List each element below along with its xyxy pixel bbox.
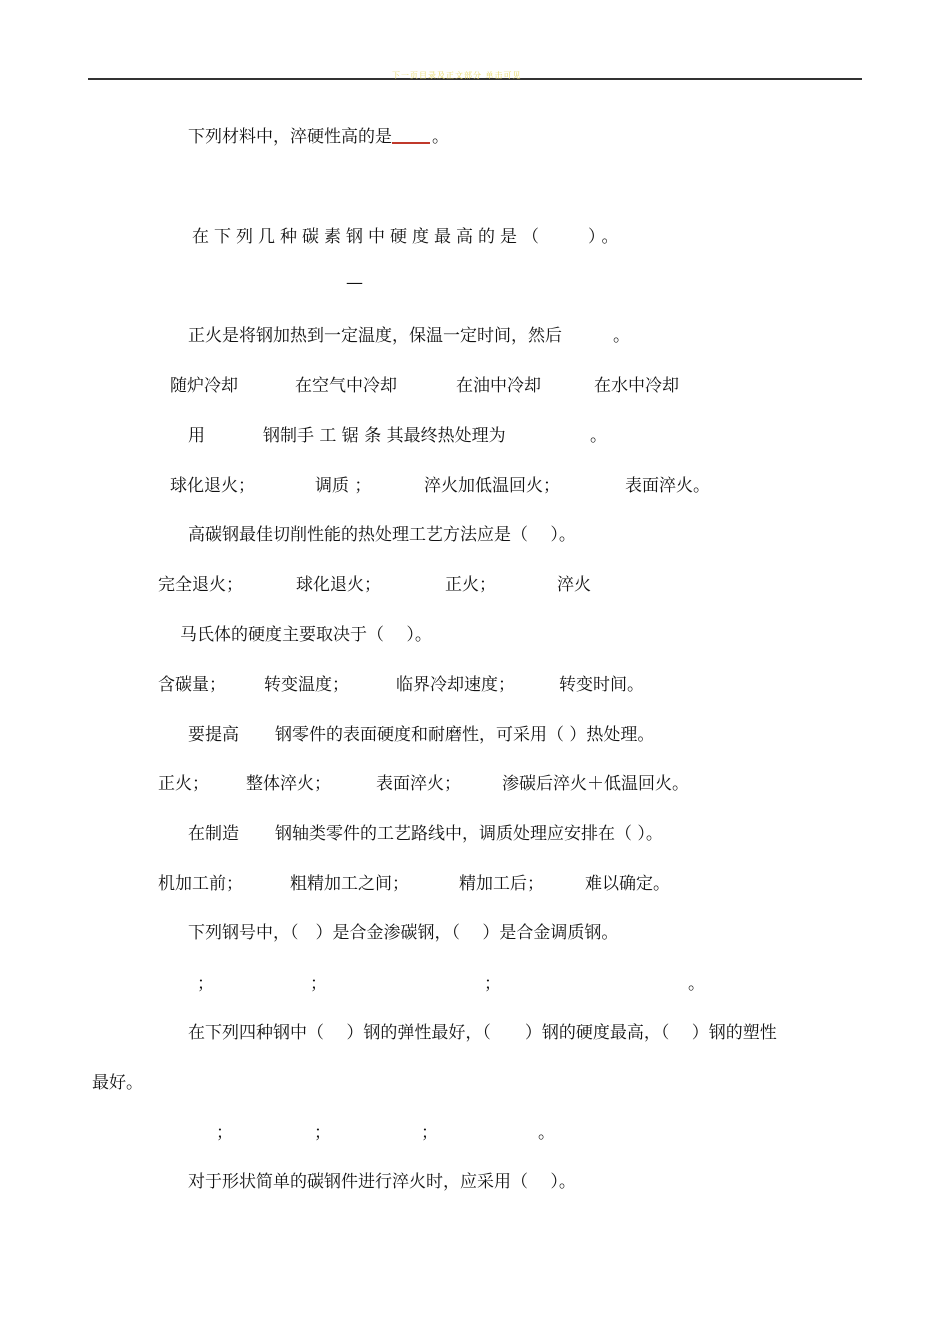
question-4-part-3: 。: [590, 426, 607, 446]
question-6-option-b: 转变温度；: [264, 675, 349, 695]
question-1: [188, 126, 449, 148]
question-2: 在下列几种碳素钢中硬度最高的是（ ）。: [192, 227, 624, 247]
question-9-option-c: ；: [484, 974, 501, 994]
question-5-option-c: 正火；: [445, 575, 496, 595]
question-7-part-2: 钢零件的表面硬度和耐磨性，可采用（ ）热处理。: [275, 725, 655, 745]
question-7-option-a: 正火；: [158, 774, 209, 794]
question-8-option-d: 难以确定。: [585, 874, 670, 894]
question-1-text: 下列材料中，淬硬性高的是: [188, 127, 392, 147]
question-4-option-a: 球化退火；: [170, 476, 255, 496]
question-11: 对于形状简单的碳钢件进行淬火时，应采用（ ）。: [188, 1172, 576, 1192]
question-3-option-b: 在空气中冷却: [295, 376, 397, 396]
answer-blank[interactable]: [392, 126, 430, 144]
question-10: 在下列四种钢中（ ）钢的弹性最好，（ ）钢的硬度最高，（ ）钢的塑性: [188, 1023, 777, 1043]
question-10-option-c: ；: [421, 1123, 438, 1143]
header-note: 下一页目录及正文部分 单击可见: [392, 71, 522, 80]
question-9-option-a: ；: [197, 974, 214, 994]
question-8-option-a: 机加工前；: [158, 874, 243, 894]
question-6-option-a: 含碳量；: [158, 675, 226, 695]
question-9-option-b: ；: [310, 974, 327, 994]
question-4-part-2: 钢制手 工 锯 条 其最终热处理为: [263, 426, 506, 446]
question-5: 高碳钢最佳切削性能的热处理工艺方法应是（ ）。: [188, 525, 576, 545]
question-10-option-d: 。: [538, 1123, 555, 1143]
question-6-option-c: 临界冷却速度；: [396, 675, 515, 695]
question-4-option-d: 表面淬火。: [625, 476, 710, 496]
question-6-option-d: 转变时间。: [559, 675, 644, 695]
question-3: 正火是将钢加热到一定温度，保温一定时间，然后 。: [188, 326, 630, 346]
question-1-end: 。: [432, 127, 449, 147]
question-5-option-d: 淬火: [557, 575, 591, 595]
question-3-option-c: 在油中冷却: [456, 376, 541, 396]
question-7-option-b: 整体淬火；: [246, 774, 331, 794]
question-4-part-1: 用: [188, 426, 205, 446]
question-3-option-a: 随炉冷却: [170, 376, 238, 396]
question-8-option-b: 粗精加工之间；: [290, 874, 409, 894]
question-10-option-b: ；: [314, 1123, 331, 1143]
question-5-option-a: 完全退火；: [158, 575, 243, 595]
question-4-option-b: 调质 ；: [315, 476, 372, 496]
question-8-option-c: 精加工后；: [459, 874, 544, 894]
question-10-option-a: ；: [216, 1123, 233, 1143]
question-8-part-1: 在制造: [188, 824, 239, 844]
question-9-option-d: 。: [688, 974, 705, 994]
question-3-option-d: 在水中冷却: [594, 376, 679, 396]
question-9: 下列钢号中，（ ）是合金渗碳钢，（ ）是合金调质钢。: [188, 923, 619, 943]
question-7-option-d: 渗碳后淬火＋低温回火。: [502, 774, 689, 794]
question-7-part-1: 要提高: [188, 725, 239, 745]
question-6: 马氏体的硬度主要取决于（ ）。: [180, 625, 432, 645]
question-4-option-c: 淬火加低温回火；: [424, 476, 560, 496]
question-8-part-2: 钢轴类零件的工艺路线中，调质处理应安排在（ ）。: [275, 824, 663, 844]
question-2-dash: —: [346, 273, 363, 293]
question-7-option-c: 表面淬火；: [376, 774, 461, 794]
question-10-continuation: 最好。: [92, 1073, 143, 1093]
question-5-option-b: 球化退火；: [296, 575, 381, 595]
